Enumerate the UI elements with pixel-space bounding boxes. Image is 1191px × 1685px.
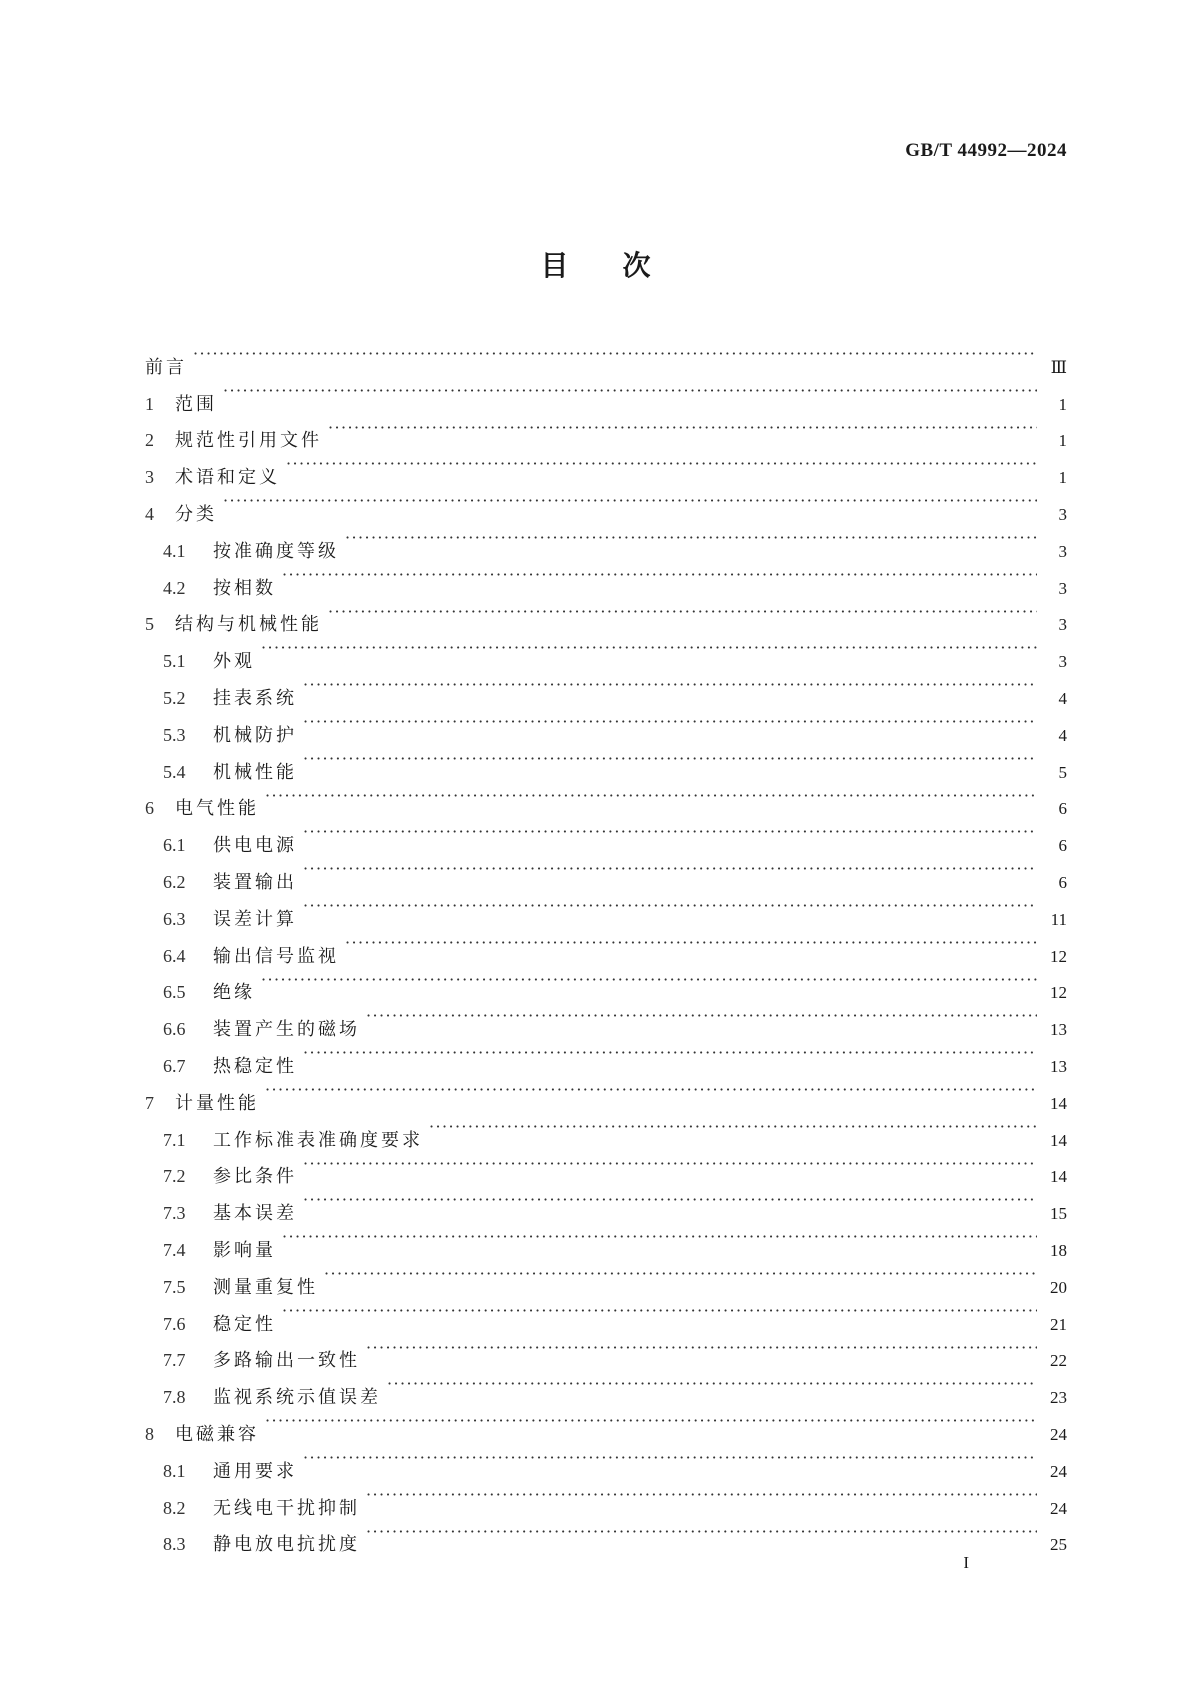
table-of-contents (145, 336, 1067, 1556)
toc-dot-leader (387, 1366, 1037, 1403)
toc-entry-label: 通用要求 (213, 1460, 297, 1482)
toc-dot-leader (328, 410, 1037, 447)
toc-entry-label: 前言 (145, 356, 187, 378)
toc-dot-leader (282, 1293, 1037, 1330)
toc-entry-page: 24 (1050, 1424, 1067, 1444)
toc-entry-page: 23 (1050, 1388, 1067, 1408)
toc-dot-leader (223, 373, 1037, 410)
toc-dot-leader (303, 1035, 1037, 1072)
toc-entry-number: 6.7 (163, 1055, 186, 1076)
toc-entry-label: 按相数 (213, 577, 276, 599)
toc-entry-number: 8.3 (163, 1534, 186, 1555)
toc-entry-number: 5.3 (163, 724, 186, 745)
toc-entry-label: 按准确度等级 (213, 540, 339, 562)
toc-entry-page: 5 (1058, 762, 1067, 782)
toc-entry-page: 13 (1050, 1020, 1067, 1040)
toc-entry-label: 误差计算 (213, 908, 297, 930)
toc-entry-label: 输出信号监视 (213, 945, 339, 967)
toc-entry-label: 规范性引用文件 (175, 430, 322, 452)
toc-dot-leader (366, 1477, 1037, 1514)
toc-dot-leader (324, 1256, 1037, 1293)
toc-entry-page: 24 (1050, 1461, 1067, 1481)
toc-entry-label: 供电电源 (213, 835, 297, 857)
toc-dot-leader (328, 594, 1037, 631)
toc-entry-number: 7.3 (163, 1203, 186, 1224)
toc-entry[interactable] (145, 594, 1067, 636)
toc-entry[interactable] (145, 1440, 1067, 1482)
toc-entry-number: 7 (145, 1092, 154, 1113)
toc-entry-label: 机械防护 (213, 724, 297, 746)
toc-dot-leader (303, 1440, 1037, 1477)
toc-dot-leader (282, 557, 1037, 594)
toc-dot-leader (223, 483, 1037, 520)
toc-entry-number: 7.8 (163, 1387, 186, 1408)
toc-entry-number: 7.5 (163, 1276, 186, 1297)
toc-entry-label: 外观 (213, 651, 255, 673)
toc-entry-label: 装置产生的磁场 (213, 1019, 360, 1041)
toc-dot-leader (303, 888, 1037, 925)
toc-entry-label: 测量重复性 (213, 1276, 318, 1298)
toc-dot-leader (303, 704, 1037, 741)
toc-entry-number: 4.1 (163, 540, 186, 561)
toc-entry-page: 21 (1050, 1314, 1067, 1334)
toc-entry-number: 6.3 (163, 908, 186, 929)
toc-entry-number: 1 (145, 393, 154, 414)
toc-entry-number: 8.1 (163, 1460, 186, 1481)
toc-entry-label: 绝缘 (213, 982, 255, 1004)
toc-entry-page: 12 (1050, 946, 1067, 966)
toc-entry-page: Ⅲ (1050, 357, 1067, 377)
toc-entry-page: 15 (1050, 1204, 1067, 1224)
toc-entry-page: 3 (1058, 652, 1067, 672)
page-number: I (963, 1553, 969, 1572)
toc-entry-page: 11 (1050, 909, 1067, 929)
toc-entry-page: 6 (1058, 836, 1067, 856)
toc-entry[interactable] (145, 336, 1067, 378)
toc-dot-leader (366, 1330, 1037, 1367)
toc-entry-page: 6 (1058, 799, 1067, 819)
toc-dot-leader (303, 1182, 1037, 1219)
toc-dot-leader (303, 667, 1037, 704)
toc-entry[interactable] (145, 1219, 1067, 1261)
toc-entry[interactable] (145, 1293, 1067, 1335)
toc-entry-page: 1 (1058, 468, 1067, 488)
toc-entry-label: 多路输出一致性 (213, 1350, 360, 1372)
toc-dot-leader (193, 336, 1037, 373)
toc-entry-number: 8.2 (163, 1497, 186, 1518)
toc-dot-leader (345, 925, 1037, 962)
toc-entry-label: 计量性能 (175, 1092, 259, 1114)
standard-code: GB/T 44992—2024 (905, 140, 1067, 161)
toc-entry[interactable] (145, 1109, 1067, 1151)
toc-entry[interactable] (145, 1403, 1067, 1445)
toc-entry-label: 参比条件 (213, 1166, 297, 1188)
toc-entry-label: 稳定性 (213, 1313, 276, 1335)
toc-entry-number: 6.5 (163, 982, 186, 1003)
toc-entry-label: 挂表系统 (213, 687, 297, 709)
toc-entry[interactable] (145, 410, 1067, 452)
toc-dot-leader (303, 814, 1037, 851)
toc-dot-leader (366, 1514, 1037, 1551)
toc-dot-leader (303, 1146, 1037, 1183)
toc-entry-number: 6 (145, 798, 154, 819)
toc-dot-leader (265, 1403, 1037, 1440)
toc-entry-page: 4 (1058, 725, 1067, 745)
toc-entry[interactable] (145, 1330, 1067, 1372)
toc-entry-label: 结构与机械性能 (175, 614, 322, 636)
toc-entry-page: 3 (1058, 541, 1067, 561)
toc-entry-number: 7.7 (163, 1350, 186, 1371)
toc-entry-number: 7.2 (163, 1166, 186, 1187)
toc-dot-leader (261, 630, 1037, 667)
toc-entry-number: 3 (145, 467, 154, 488)
toc-entry-label: 基本误差 (213, 1203, 297, 1225)
toc-entry-label: 电磁兼容 (175, 1423, 259, 1445)
toc-entry-label: 静电放电抗扰度 (213, 1534, 360, 1556)
toc-entry[interactable] (145, 483, 1067, 525)
toc-entry-page: 3 (1058, 504, 1067, 524)
toc-entry[interactable] (145, 373, 1067, 415)
toc-entry-page: 3 (1058, 615, 1067, 635)
toc-entry-number: 5 (145, 614, 154, 635)
toc-entry-page: 13 (1050, 1056, 1067, 1076)
toc-entry[interactable] (145, 520, 1067, 562)
toc-dot-leader (282, 1219, 1037, 1256)
toc-entry-number: 7.1 (163, 1129, 186, 1150)
toc-dot-leader (261, 962, 1037, 999)
toc-entry-number: 6.1 (163, 835, 186, 856)
toc-entry-label: 机械性能 (213, 761, 297, 783)
toc-entry-page: 1 (1058, 431, 1067, 451)
toc-entry-label: 影响量 (213, 1239, 276, 1261)
toc-entry-page: 20 (1050, 1277, 1067, 1297)
toc-entry-number: 8 (145, 1423, 154, 1444)
toc-entry-number: 7.4 (163, 1239, 186, 1260)
toc-entry-label: 分类 (175, 503, 217, 525)
toc-entry-number: 6.6 (163, 1019, 186, 1040)
toc-entry-number: 5.4 (163, 761, 186, 782)
toc-title: 目次 (540, 249, 705, 282)
toc-entry-label: 装置输出 (213, 871, 297, 893)
toc-dot-leader (265, 1072, 1037, 1109)
toc-entry[interactable] (145, 557, 1067, 599)
toc-entry-page: 3 (1058, 578, 1067, 598)
toc-entry-page: 12 (1050, 983, 1067, 1003)
toc-entry-label: 监视系统示值误差 (213, 1387, 381, 1409)
toc-entry-number: 4.2 (163, 577, 186, 598)
toc-entry-page: 25 (1050, 1535, 1067, 1555)
toc-entry[interactable] (145, 778, 1067, 820)
toc-entry-page: 14 (1050, 1167, 1067, 1187)
toc-entry[interactable] (145, 998, 1067, 1041)
toc-entry-page: 14 (1050, 1130, 1067, 1150)
toc-entry-label: 无线电干扰抑制 (213, 1497, 360, 1519)
toc-entry-page: 18 (1050, 1240, 1067, 1260)
toc-entry-page: 6 (1058, 872, 1067, 892)
toc-entry[interactable] (145, 1072, 1067, 1114)
toc-entry-number: 5.2 (163, 687, 186, 708)
toc-entry[interactable] (145, 667, 1067, 709)
toc-entry-label: 术语和定义 (175, 467, 280, 489)
toc-entry-number: 4 (145, 503, 154, 524)
toc-entry[interactable] (145, 962, 1067, 1004)
toc-entry-page: 1 (1058, 394, 1067, 414)
toc-dot-leader (265, 778, 1037, 815)
toc-entry-number: 7.6 (163, 1313, 186, 1334)
toc-dot-leader (303, 851, 1037, 888)
toc-dot-leader (303, 741, 1037, 778)
toc-entry-page: 24 (1050, 1498, 1067, 1518)
toc-entry[interactable] (145, 814, 1067, 857)
toc-entry-label: 热稳定性 (213, 1055, 297, 1077)
toc-entry-number: 2 (145, 430, 154, 451)
toc-dot-leader (286, 446, 1037, 483)
toc-dot-leader (366, 998, 1037, 1035)
toc-entry-label: 范围 (175, 393, 217, 415)
toc-entry-number: 6.4 (163, 945, 186, 966)
toc-dot-leader (429, 1109, 1037, 1146)
toc-entry-page: 22 (1050, 1351, 1067, 1371)
toc-dot-leader (345, 520, 1037, 557)
toc-entry-page: 4 (1058, 688, 1067, 708)
toc-entry-number: 6.2 (163, 871, 186, 892)
toc-entry-number: 5.1 (163, 651, 186, 672)
toc-entry-label: 工作标准表准确度要求 (213, 1129, 423, 1151)
toc-entry[interactable] (145, 1256, 1067, 1298)
toc-entry-page: 14 (1050, 1093, 1067, 1113)
toc-entry[interactable] (145, 630, 1067, 673)
toc-entry-label: 电气性能 (175, 798, 259, 820)
